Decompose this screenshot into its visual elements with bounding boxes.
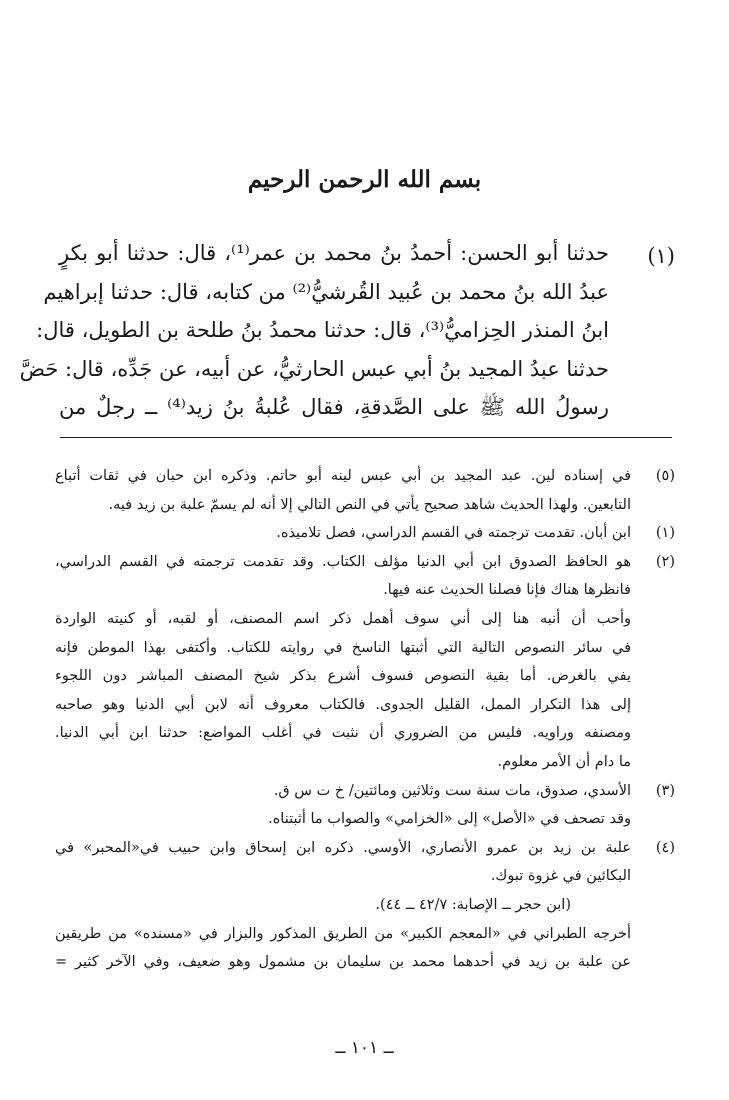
footnote: [55, 777, 675, 834]
footnote-line: في إسناده لين. عبد المجيد بن أبي عبس لينه أبو حاتم. وذكره ابن حبان في ثقات أتباع: [55, 468, 631, 484]
footnote-line: في سائر النصوص التالية التي أثبتها الناسخ في روايته للكتاب. وأكتفى بهذا الموطن فإنه: [55, 639, 631, 656]
footnote-line: عن علبة بن زيد في أحدهما محمد بن سليمان بن مشمول وهو ضعيف، وفي الآخر كثير =: [55, 954, 631, 971]
footnote-line: ابن أبان. تقدمت ترجمته في القسم الدراسي، فصل تلاميذه.: [276, 525, 631, 542]
footnote-continuation: [55, 605, 675, 777]
footnote-line: البكائين في غزوة تبوك.: [490, 868, 631, 885]
footnote: [55, 462, 675, 519]
footnote-line: وأحب أن أنبه هنا إلى أني سوف أهمل ذكر اسم المصنف، أو لقبه، أو كنيته الواردة: [55, 610, 631, 627]
footnote-continuation: [55, 891, 675, 977]
footnote-line: الأسدي، صدوق، مات سنة ست وثلاثين ومائتين/ خ ت س ق.: [273, 782, 631, 799]
footnote-number: (٥): [655, 468, 675, 484]
footnote-line: يفي بالغرض. أما بقية النصوص فسوف أشرع بذكر شيخ المصنف المباشر دون اللجوء: [55, 668, 631, 685]
footnote-line: أخرجه الطبراني في «المعجم الكبير» من الطريق المذكور والبزار في «مسنده» من طريقين: [55, 925, 631, 942]
footnote-line: التابعين. ولهذا الحديث شاهد صحيح يأتي في النص التالي إلا أنه لم يسمّ علبة بن زيد فيه.: [108, 496, 631, 513]
footnote-separator: [60, 437, 672, 438]
footnotes-section: [55, 462, 675, 977]
footnote-number: (١): [655, 525, 675, 542]
hadith-number: (١): [647, 244, 675, 268]
footnote-reference: (ابن حجر ــ الإصابة: ٤٢/٧ ــ ٤٤).: [375, 896, 571, 913]
hadith-line: حدثنا عبدُ المجيد بنُ أبي عبس الحارثيُّ، عن أبيه، عن جَدِّه، قال: حَضَّ: [19, 356, 609, 381]
footnote-number: (٣): [655, 782, 675, 799]
hadith-line: ابنُ المنذر الحِزاميُّ⁽³⁾، قال: حدثنا محمدُ بنُ طلحة بن الطويل، قال:: [36, 318, 609, 342]
hadith-line: حدثنا أبو الحسن: أحمدُ بنُ محمد بن عمر⁽¹⁾، قال: حدثنا أبو بكرٍ: [59, 241, 609, 265]
footnote-line: علبة بن زيد بن عمرو الأنصاري، الأوسي. ذكره ابن إسحاق وابن حبيب في«المحبر» في: [55, 839, 631, 856]
page-number: ــ ١٠١ ــ: [335, 1038, 394, 1058]
hadith-line: عبدُ الله بنُ محمد بن عُبيد القُرشيُّ⁽²⁾ من كتابه، قال: حدثنا إبراهيم: [43, 279, 609, 304]
footnote-line: هو الحافظ الصدوق ابن أبي الدنيا مؤلف الكتاب. وقد تقدمت ترجمته في القسم الدراسي،: [55, 553, 631, 570]
footnote: [55, 834, 675, 891]
hadith-line: رسولُ الله ﷺ على الصَّدقةِ، فقال عُلبةُ بنُ زيد⁽⁴⁾ ــ رجلٌ من: [59, 395, 610, 419]
footnote: [55, 519, 675, 548]
footnote-line: ومصنفه وراويه. فليس من الضروري أن نثبت في أغلب المواضع: حدثنا ابن أبي الدنيا.: [55, 725, 631, 742]
footnote-number: (٤): [655, 839, 675, 856]
footnote: [55, 548, 675, 605]
basmala-heading: بسم الله الرحمن الرحيم: [247, 166, 482, 193]
footnote-line: وقد تصحف في «الأصل» إلى «الخزامي» والصواب ما أثبتناه.: [268, 811, 631, 828]
footnote-line: فانظرها هناك فإنا فصلنا الحديث عنه فيها.: [383, 582, 631, 599]
footnote-line: إلى هذا التكرار الممل، القليل الجدوى. فالكتاب معروف أنه لابن أبي الدنيا وهو صاحبه: [55, 696, 631, 713]
footnote-line: ما دام أن الأمر معلوم.: [497, 753, 631, 770]
hadith-text: [19, 234, 610, 427]
footnote-number: (٢): [655, 553, 675, 570]
